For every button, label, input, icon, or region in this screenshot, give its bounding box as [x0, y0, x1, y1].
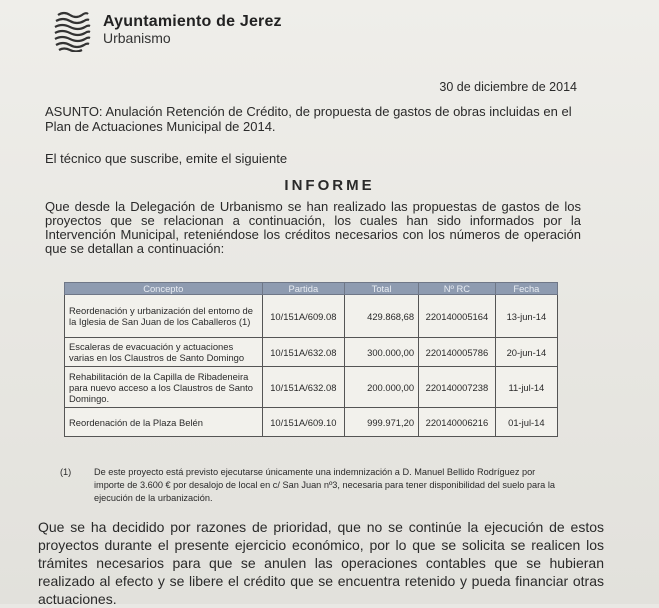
cell-fecha: 11-jul-14 — [495, 367, 557, 408]
column-header-concepto: Concepto — [65, 283, 263, 295]
department-name: Urbanismo — [103, 30, 171, 46]
cell-concepto: Rehabilitación de la Capilla de Ribadeneira para nuevo acceso a los Claustros de Santo Domingo. — [65, 367, 263, 408]
footnote — [60, 466, 568, 505]
organization-name: Ayuntamiento de Jerez — [103, 13, 282, 30]
cell-fecha: 13-jun-14 — [495, 295, 557, 338]
cell-partida: 10/151A/632.08 — [262, 367, 345, 408]
column-header-total: Total — [345, 283, 419, 295]
table-row — [65, 367, 558, 408]
intro-line: El técnico que suscribe, emite el siguiente — [45, 151, 288, 166]
cell-rc: 220140006216 — [419, 408, 496, 437]
table-row — [65, 338, 558, 367]
cell-total: 300.000,00 — [345, 338, 419, 367]
cell-concepto: Escaleras de evacuación y actuaciones varias en los Claustros de Santo Domingo — [65, 338, 263, 367]
subject-line: ASUNTO: Anulación Retención de Crédito, de propuesta de gastos de obras incluidas en el Plan de Actuaciones Municipal de 2014. — [45, 104, 572, 134]
cell-partida: 10/151A/609.10 — [262, 408, 345, 437]
cell-total: 200.000,00 — [345, 367, 419, 408]
cell-partida: 10/151A/609.08 — [262, 295, 345, 338]
document-date: 30 de diciembre de 2014 — [439, 80, 577, 94]
body-paragraph: Que desde la Delegación de Urbanismo se han realizado las propuestas de gastos de los proyectos que se relacionan a continuación, los cuales han sido informados por la Intervención Municipal, reteniéndose los créditos necesarios con los números de operación que se detallan a continuación: — [45, 199, 581, 256]
cell-rc: 220140007238 — [419, 367, 496, 408]
column-header-fecha: Fecha — [495, 283, 557, 295]
cell-rc: 220140005164 — [419, 295, 496, 338]
cell-concepto: Reordenación y urbanización del entorno de la Iglesia de San Juan de los Caballeros (1) — [65, 295, 263, 338]
cell-total: 429.868,68 — [345, 295, 419, 338]
operations-table — [64, 282, 558, 437]
footnote-text: De este proyecto está previsto ejecutarse únicamente una indemnización a D. Manuel Bellido Rodríguez por importe de 3.600 € por desalojo de local en c/ San Juan nº3, necesaria para tener disponibilidad del suelo para la ejecución de la urbanización. — [94, 467, 555, 503]
report-title: INFORME — [284, 177, 375, 194]
column-header-rc: Nº RC — [419, 283, 496, 295]
cell-fecha: 01-jul-14 — [495, 408, 557, 437]
table-header-row — [65, 283, 558, 295]
cell-total: 999.971,20 — [345, 408, 419, 437]
column-header-partida: Partida — [262, 283, 345, 295]
footnote-marker: (1) — [60, 467, 72, 477]
cell-rc: 220140005786 — [419, 338, 496, 367]
city-council-logo-icon — [52, 10, 92, 52]
cell-concepto: Reordenación de la Plaza Belén — [65, 408, 263, 437]
table-row — [65, 408, 558, 437]
cell-partida: 10/151A/632.08 — [262, 338, 345, 367]
table-row — [65, 295, 558, 338]
cell-fecha: 20-jun-14 — [495, 338, 557, 367]
closing-paragraph: Que se ha decidido por razones de prioridad, que no se continúe la ejecución de estos proyectos durante el presente ejercicio económico, por lo que se solicita se realicen los trámites necesarios para que se anulen las operaciones contables que se hubieran realizado al efecto y se libere el crédito que se encuentra retenido y pueda financiar otras actuaciones. — [38, 519, 604, 607]
